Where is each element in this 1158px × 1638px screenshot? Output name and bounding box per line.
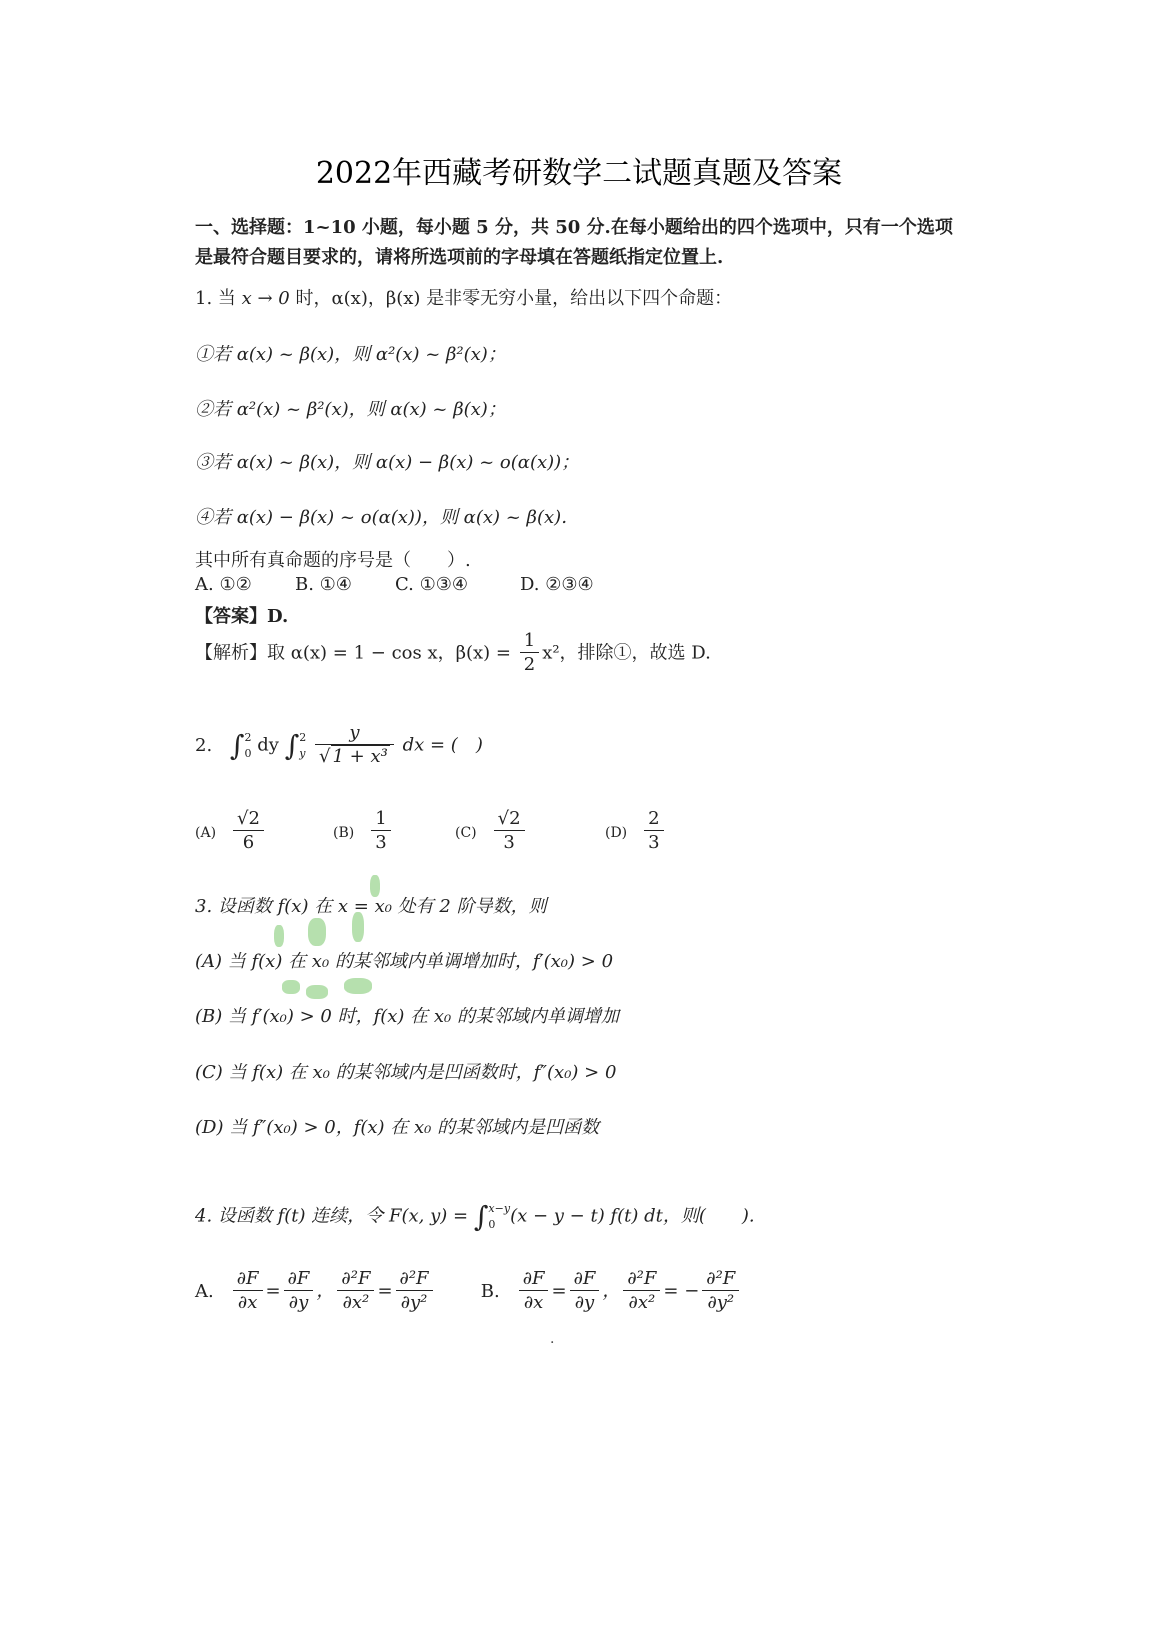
integral-sign: ∫ [284, 729, 300, 762]
q1-option-d: D. ②③④ [520, 574, 594, 595]
page-marker: · [550, 1335, 555, 1351]
partial-fraction [337, 1268, 374, 1315]
fraction-denominator: ∂x [237, 1292, 258, 1313]
integral-lower-limit: 0 [244, 746, 252, 760]
option-label: (B) [333, 824, 355, 841]
scan-smudge [282, 980, 300, 994]
fraction-denominator: ∂x² [342, 1292, 370, 1313]
q4-stem-suffix: (x − y − t) f(t) dt，则( ). [510, 1205, 755, 1227]
fraction-numerator: ∂²F [623, 1268, 660, 1291]
q2-dy: dy [257, 734, 279, 756]
fraction-numerator: ∂F [233, 1268, 263, 1291]
fraction-numerator: ∂F [519, 1268, 549, 1291]
fraction-numerator: ∂F [284, 1268, 314, 1291]
page-title: 2022年西藏考研数学二试题真题及答案 [315, 156, 843, 191]
q1-analysis [195, 630, 711, 677]
q1-stem [195, 284, 732, 310]
q2-stem [195, 722, 483, 769]
q1-option-c: C. ①③④ [395, 574, 468, 595]
fraction-denominator: ∂x² [628, 1292, 656, 1313]
q4-options [195, 1268, 742, 1315]
q4-stem [195, 1200, 755, 1233]
fraction-numerator: √2 [494, 808, 525, 831]
q1-proposition-4: ④若 α(x) − β(x) ~ o(α(x))，则 α(x) ~ β(x)． [195, 507, 580, 528]
fraction-numerator: 2 [644, 808, 663, 831]
partial-fraction [233, 1268, 263, 1315]
integral-upper-limit: 2 [299, 730, 307, 744]
equals-sign: = [265, 1280, 281, 1302]
fraction-numerator: y [315, 722, 394, 745]
option-label: (A) [195, 824, 217, 841]
partial-fraction [519, 1268, 549, 1315]
q1-analysis-suffix: x²，排除①，故选 D. [542, 642, 711, 664]
fraction-denominator: 2 [523, 654, 536, 675]
q3-option-b: (B) 当 f′(x₀) > 0 时，f(x) 在 x₀ 的某邻域内单调增加 [195, 1006, 619, 1027]
q3-option-d: (D) 当 f″(x₀) > 0，f(x) 在 x₀ 的某邻域内是凹函数 [195, 1117, 600, 1138]
q4-option-b [481, 1268, 743, 1315]
sqrt-radicand: 1 + x³ [332, 746, 388, 767]
integral-upper-limit: 2 [244, 730, 252, 744]
comma: ， [602, 1280, 621, 1302]
fraction-numerator: √2 [233, 808, 264, 831]
fraction-denominator: ∂y² [400, 1292, 428, 1313]
q1-proposition-1: ①若 α(x) ~ β(x)，则 α²(x) ~ β²(x)； [195, 344, 506, 365]
fraction-denominator: √ 1 + x³ [319, 746, 388, 767]
option-label: B. [480, 1280, 500, 1302]
q1-option-b: B. ①④ [295, 574, 352, 595]
comma: ， [316, 1280, 335, 1302]
scan-smudge [344, 978, 372, 994]
partial-fraction [702, 1268, 739, 1315]
equals-sign: = [377, 1280, 393, 1302]
option-fraction [371, 808, 390, 855]
fraction-denominator: 6 [242, 832, 255, 853]
section-header-line-1: 一、选择题：1~10 小题，每小题 5 分，共 50 分.在每小题给出的四个选项中，只有一个选项 [195, 217, 953, 238]
fraction-denominator: ∂y [288, 1292, 309, 1313]
q2-label: 2. [195, 734, 213, 756]
integral-lower-limit: y [299, 746, 306, 760]
fraction-denominator: 3 [375, 832, 387, 853]
option-fraction [494, 808, 525, 855]
q1-proposition-2: ②若 α²(x) ~ β²(x)，则 α(x) ~ β(x)； [195, 399, 506, 420]
fraction-denominator: ∂x [523, 1292, 544, 1313]
option-label: A. [195, 1280, 214, 1302]
q4-option-a [195, 1268, 475, 1315]
integral-lower-limit: 0 [488, 1217, 496, 1231]
integral-upper-limit: x−y [488, 1201, 511, 1215]
q3-stem: 3. 设函数 f(x) 在 x = x₀ 处有 2 阶导数，则 [195, 896, 547, 917]
fraction-numerator: ∂²F [702, 1268, 739, 1291]
q1-stem-suffix: 时，α(x)，β(x) 是非零无穷小量，给出以下四个命题： [289, 288, 733, 309]
q1-option-a: A. ①② [195, 574, 252, 595]
equals-negative-sign: = − [663, 1280, 700, 1302]
q1-ask: 其中所有真命题的序号是（ ）. [195, 550, 471, 571]
scan-smudge [306, 985, 328, 999]
fraction-numerator: ∂²F [337, 1268, 374, 1291]
partial-fraction [570, 1268, 600, 1315]
q3-option-c: (C) 当 f(x) 在 x₀ 的某邻域内是凹函数时，f″(x₀) > 0 [195, 1062, 617, 1083]
q2-option-b [333, 808, 455, 855]
fraction-numerator: 1 [371, 808, 390, 831]
integral-sign: ∫ [473, 1200, 489, 1233]
q2-tail: dx = ( ) [402, 734, 483, 756]
option-label: (D) [605, 824, 628, 841]
q1-analysis-fraction [520, 630, 539, 677]
option-fraction [644, 808, 663, 855]
partial-fraction [396, 1268, 433, 1315]
fraction-numerator: 1 [520, 630, 539, 653]
fraction-denominator: ∂y [574, 1292, 595, 1313]
q2-integrand [315, 722, 394, 769]
fraction-denominator: 3 [503, 832, 515, 853]
partial-fraction [623, 1268, 660, 1315]
fraction-numerator: ∂²F [396, 1268, 433, 1291]
q1-stem-prefix: 1. 当 [195, 288, 242, 309]
scan-smudge [274, 925, 284, 947]
scan-smudge [308, 918, 326, 946]
q1-analysis-prefix: 【解析】取 α(x) = 1 − cos x，β(x) = [195, 642, 517, 664]
partial-fraction [284, 1268, 314, 1315]
fraction-denominator: 3 [648, 832, 660, 853]
option-label: (C) [455, 824, 477, 841]
q2-option-a [195, 808, 333, 855]
q2-option-d [605, 808, 667, 855]
q1-answer: 【答案】D. [195, 606, 289, 627]
fraction-denominator: ∂y² [707, 1292, 735, 1313]
integral-sign: ∫ [229, 729, 245, 762]
q1-proposition-3: ③若 α(x) ~ β(x)，则 α(x) − β(x) ~ o(α(x))； [195, 452, 580, 473]
equals-sign: = [551, 1280, 567, 1302]
q3-option-a: (A) 当 f(x) 在 x₀ 的某邻域内单调增加时，f′(x₀) > 0 [195, 951, 614, 972]
q1-stem-math: x → 0 [241, 288, 290, 309]
section-header-line-2: 是最符合题目要求的，请将所选项前的字母填在答题纸指定位置上. [195, 247, 724, 268]
q1-options [195, 574, 594, 595]
fraction-numerator: ∂F [570, 1268, 600, 1291]
option-fraction [233, 808, 264, 855]
q2-option-c [455, 808, 605, 855]
q2-options [195, 808, 667, 855]
q4-stem-prefix: 4. 设函数 f(t) 连续，令 F(x, y) = [195, 1205, 474, 1227]
